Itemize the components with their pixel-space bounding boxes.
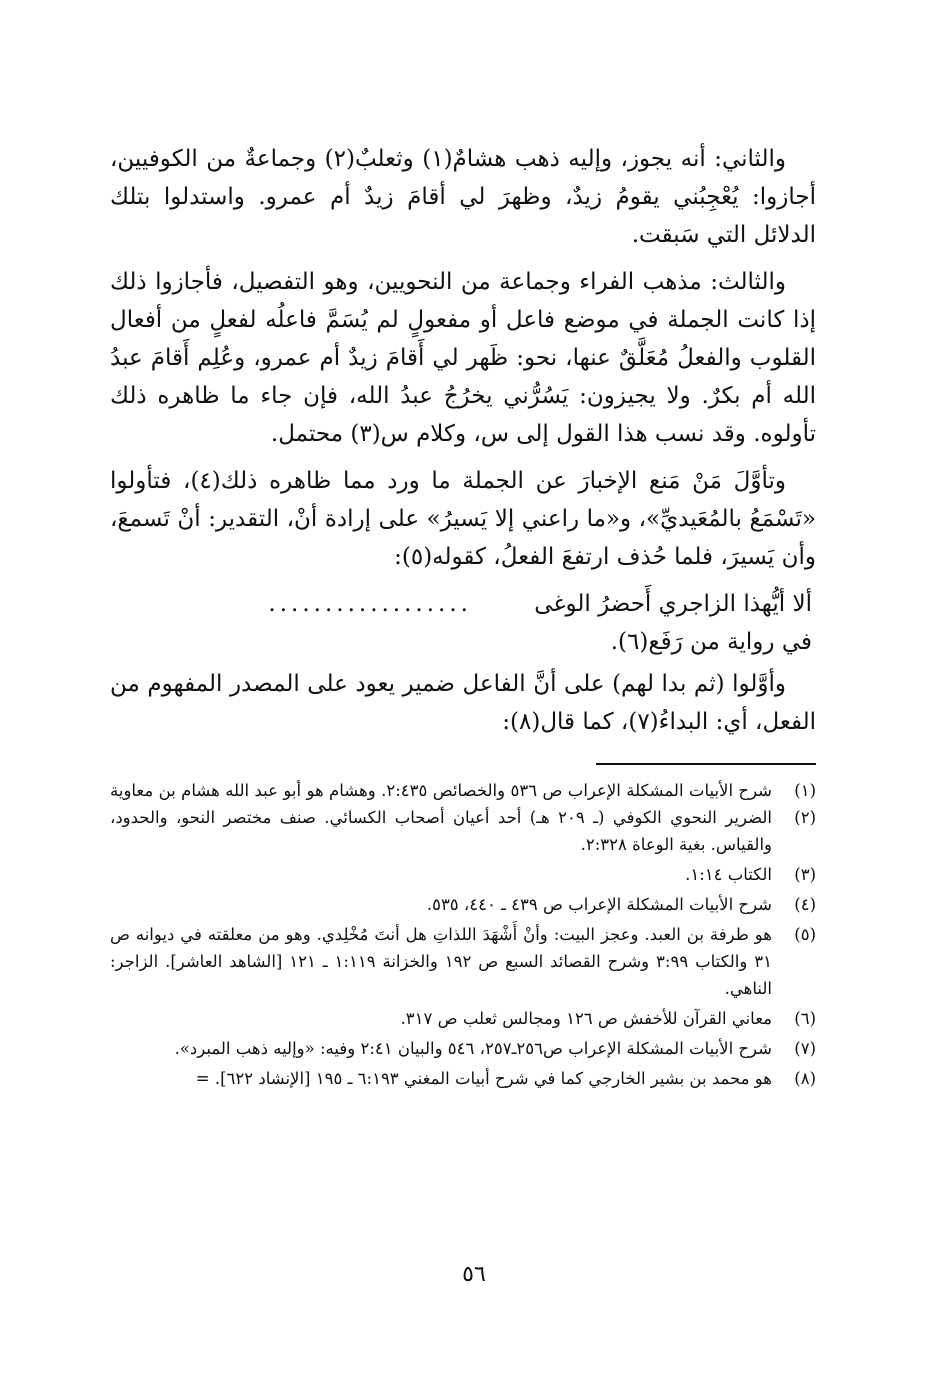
- footnote: (٥) هو طرفة بن العبد. وعجز البيت: وأنْ أَشْهَدَ اللذاتِ هل أنتَ مُخْلِدي. وهو من معلقته في ديوانه ص ٣١ والكتاب ٣:٩٩ وشرح القصائد السبع ص ١٩٢ والخزانة ١:١١٩ ـ ١٢١ [الشاهد العاشر]. الزاجر: الناهي.: [110, 925, 816, 998]
- page-body: [110, 140, 816, 1095]
- verse-note: في رواية من رَفَع(٦).: [610, 629, 812, 655]
- footnote: (٦) معاني القرآن للأخفش ص ١٢٦ ومجالس ثعلب ص ٣١٧.: [400, 1009, 816, 1028]
- paragraph-second-opinion: والثاني: أنه يجوز، وإليه ذهب هشامٌ(١) وثعلبٌ(٢) وجماعةٌ من الكوفيين، أجازوا: يُعْجِبُني يقومُ زيدٌ، وظهرَ لي أقامَ زيدٌ أم عمرو. واستدلوا بتلك الدلائل التي سَبقت.: [110, 146, 816, 248]
- paragraph-interpretation: وتأوَّلَ مَنْ مَنع الإخبارَ عن الجملة ما ورد مما ظاهره ذلك(٤)، فتأولوا «تَسْمَعُ بالمُعَيديِّ»، و«ما راعني إلا يَسيرُ» على إرادة أنْ، التقدير: أنْ تَسمعَ، وأن يَسيرَ، فلما حُذف ارتفعَ الفعلُ، كقوله(٥):: [110, 468, 816, 570]
- footnote: (٣) الكتاب ١:١٤.: [685, 865, 816, 884]
- footnote-separator: [596, 763, 816, 765]
- page-number: ٥٦: [462, 1262, 486, 1287]
- footnote: (٤) شرح الأبيات المشكلة الإعراب ص ٤٣٩ ـ ٤٤٠، ٥٣٥.: [426, 895, 816, 914]
- paragraph-fourth: وأوَّلوا (ثم بدا لهم) على أنَّ الفاعل ضمير يعود على المصدر المفهوم من الفعل، أي: البداءُ(٧)، كما قال(٨):: [110, 671, 816, 735]
- verse-hemistich-first: ألا أيُّهذا الزاجري أَحضرُ الوغى: [534, 591, 812, 617]
- verse-line: [110, 585, 812, 623]
- verse-hemistich-second: ..................: [268, 591, 472, 617]
- footnotes: [110, 777, 816, 1092]
- paragraph-third-opinion: والثالث: مذهب الفراء وجماعة من النحويين، وهو التفصيل، فأجازوا ذلك إذا كانت الجملة في موضع فاعل أو مفعولٍ لم يُسَمَّ فاعلُه لفعلٍ من أفعال القلوب والفعلُ مُعَلَّقٌ عنها، نحو: ظَهر لي أَقامَ زيدٌ أم عمرو، وعُلِم أَقامَ عبدُ الله أم بكرٌ. ولا يجيزون: يَسُرُّني يخرُجُ عبدُ الله، فإن جاء ما ظاهره ذلك تأولوه. وقد نسب هذا القول إلى س، وكلام س(٣) محتمل.: [110, 269, 816, 447]
- footnote: (١) (٢) شرح الأبيات المشكلة الإعراب ص ٥٣٦ والخصائص ٢:٤٣٥. وهشام هو أبو عبد الله هشام بن معاوية الضرير النحوي الكوفي (ـ ٢٠٩ هـ) أحد أعيان أصحاب الكسائي. صنف مختصر النحو، والحدود، والقياس. بغية الوعاة ٢:٣٢٨.: [110, 781, 816, 854]
- footnote: (٨) هو محمد بن بشير الخارجي كما في شرح أبيات المغني ٦:١٩٣ ـ ١٩٥ [الإنشاد ٦٢٢]. =: [195, 1069, 816, 1088]
- footnote: (٧) شرح الأبيات المشكلة الإعراب ص٢٥٦ـ٢٥٧، ٥٤٦ والبيان ٢:٤١ وفيه: «وإليه ذهب المبرد».: [174, 1039, 816, 1058]
